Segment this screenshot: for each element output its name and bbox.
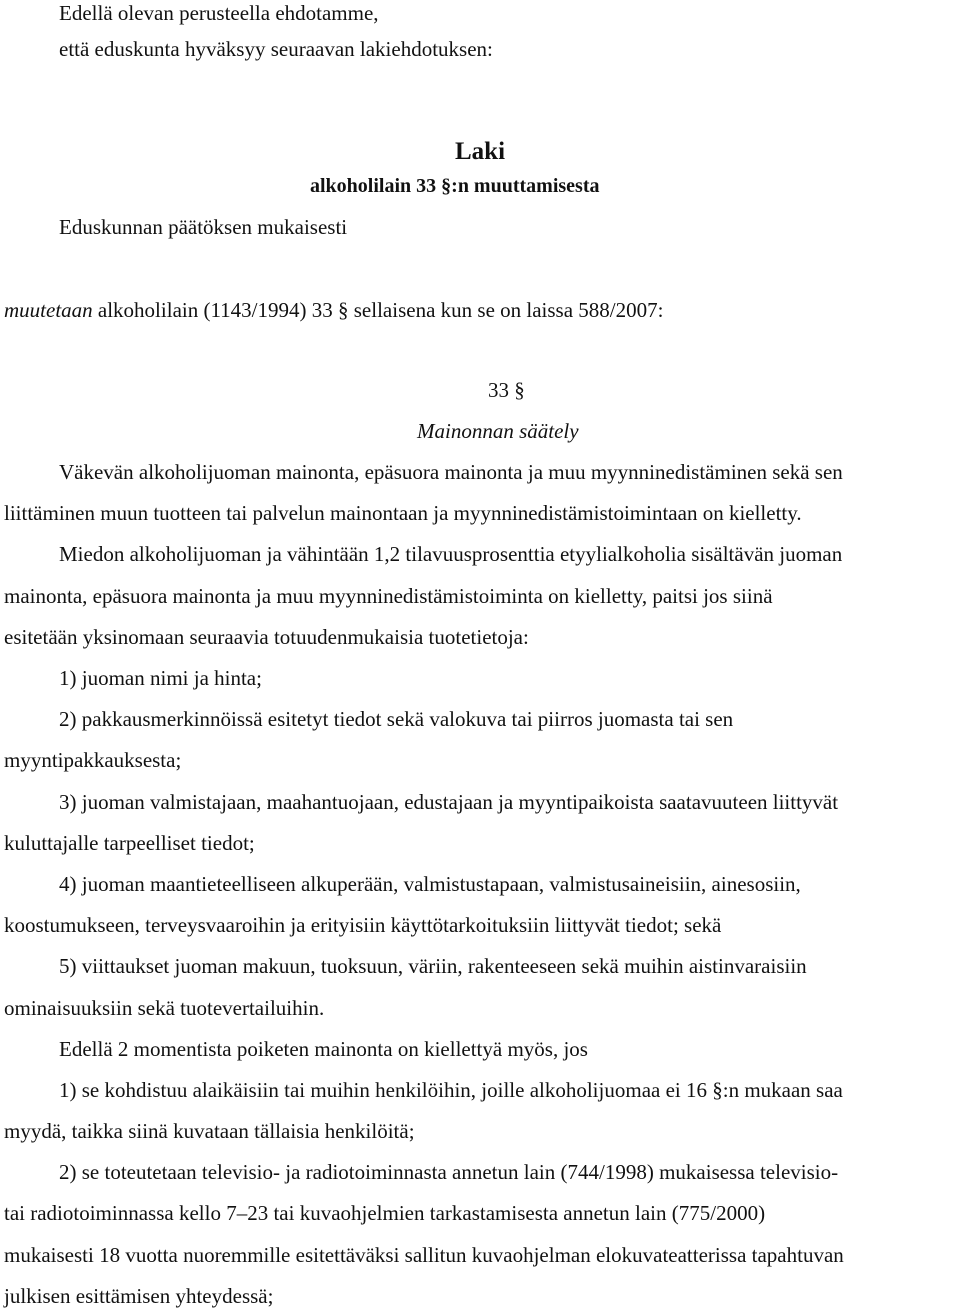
body-line-3: Miedon alkoholijuoman ja vähintään 1,2 tilavuusprosenttia etyylialkoholia sisältävän juoman [59, 542, 843, 566]
exception-item-1-cont: myydä, taikka siinä kuvataan tällaisia henkilöitä; [4, 1119, 415, 1143]
list-item-5: 5) viittaukset juoman makuun, tuoksuun, väriin, rakenteeseen sekä muihin aistinvaraisiin [59, 954, 807, 978]
list-item-2: 2) pakkausmerkinnöissä esitetyt tiedot sekä valokuva tai piirros juomasta tai sen [59, 707, 734, 731]
body-line-2: liittäminen muun tuotteen tai palvelun mainontaan ja myynninedistämistoimintaan on kielletty. [4, 501, 802, 525]
amendment-verb: muutetaan [4, 298, 93, 322]
exception-item-2-cont-3: julkisen esittämisen yhteydessä; [4, 1284, 274, 1308]
body-line-1: Väkevän alkoholijuoman mainonta, epäsuora mainonta ja muu myynninedistäminen sekä sen [59, 460, 843, 484]
list-item-4-cont: koostumukseen, terveysvaaroihin ja erityisiin käyttötarkoituksiin liittyvät tiedot; sekä [4, 913, 722, 937]
list-item-3-cont: kuluttajalle tarpeelliset tiedot; [4, 831, 255, 855]
enactment-clause: Eduskunnan päätöksen mukaisesti [59, 215, 348, 239]
section-number: 33 § [488, 378, 525, 402]
exception-item-2-cont-2: mukaisesti 18 vuotta nuoremmille esitettäväksi sallitun kuvaohjelman elokuvateatterissa tapahtuvan [4, 1243, 844, 1267]
law-subtitle: alkoholilain 33 §:n muuttamisesta [310, 175, 600, 197]
list-item-3: 3) juoman valmistajaan, maahantuojaan, edustajaan ja myyntipaikoista saatavuuteen liittyvät [59, 790, 839, 814]
list-item-1: 1) juoman nimi ja hinta; [59, 666, 262, 690]
amendment-rest: alkoholilain (1143/1994) 33 § sellaisena kun se on laissa 588/2007: [92, 298, 664, 322]
amendment-line [4, 297, 663, 323]
list-item-4: 4) juoman maantieteelliseen alkuperään, valmistustapaan, valmistusaineisiin, ainesosiin, [59, 872, 801, 896]
paragraph-3: Edellä 2 momentista poiketen mainonta on kiellettyä myös, jos [59, 1037, 588, 1061]
list-item-5-cont: ominaisuuksiin sekä tuotevertailuihin. [4, 996, 325, 1020]
list-item-2-cont: myyntipakkauksesta; [4, 748, 182, 772]
exception-item-1: 1) se kohdistuu alaikäisiin tai muihin henkilöihin, joille alkoholijuomaa ei 16 §:n mukaan saa [59, 1078, 843, 1102]
body-line-4: mainonta, epäsuora mainonta ja muu myynninedistämistoiminta on kielletty, paitsi jos siinä [4, 584, 773, 608]
intro-line-2: että eduskunta hyväksyy seuraavan lakiehdotuksen: [59, 37, 493, 61]
section-heading: Mainonnan säätely [417, 419, 579, 443]
exception-item-2-cont-1: tai radiotoiminnassa kello 7–23 tai kuvaohjelmien tarkastamisesta annetun lain (775/2000) [4, 1201, 766, 1225]
body-line-5: esitetään yksinomaan seuraavia totuudenmukaisia tuotetietoja: [4, 625, 529, 649]
intro-line-1: Edellä olevan perusteella ehdotamme, [59, 1, 379, 25]
law-title: Laki [455, 138, 506, 165]
exception-item-2: 2) se toteutetaan televisio- ja radiotoiminnasta annetun lain (744/1998) mukaisessa televisio- [59, 1160, 839, 1184]
